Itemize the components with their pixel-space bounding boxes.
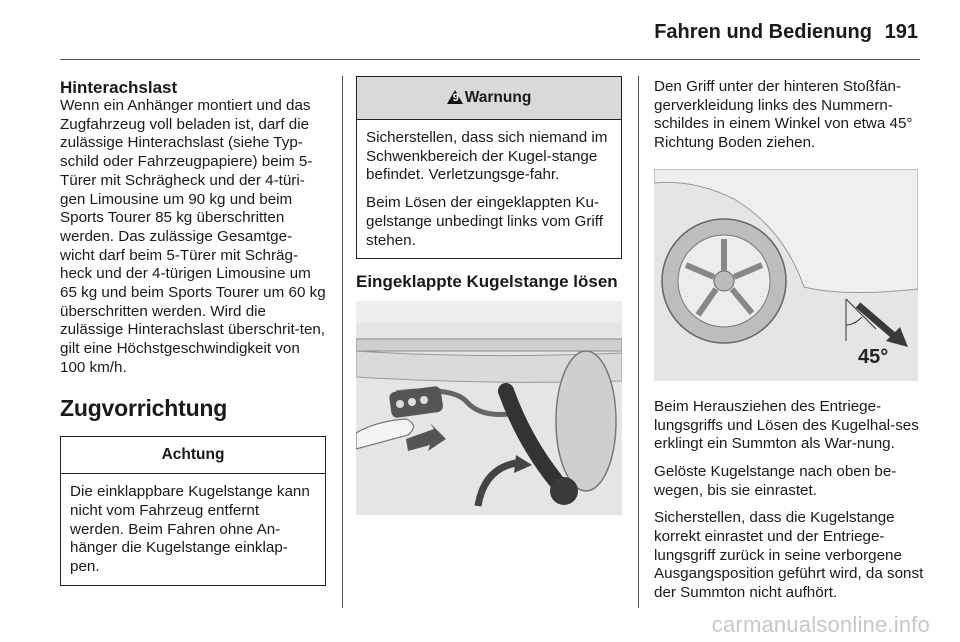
handle-angle-illustration: [654, 169, 918, 381]
warning-triangle-icon: 9: [447, 90, 463, 104]
column-divider-2: [638, 76, 639, 608]
paragraph-warning-tone: Beim Herausziehen des Entriege-lungsgriffs und Lösen des Kugelhal-ses erklingt ein Summton als War-nung.: [654, 397, 919, 453]
warning-text-2: Beim Lösen der eingeklappten Ku-gelstange unbedingt links vom Griff stehen.: [366, 194, 603, 249]
column-2: [356, 76, 622, 515]
column-divider-1: [342, 76, 343, 608]
notice-box: [60, 436, 326, 586]
watermark: carmanualsonline.info: [711, 612, 930, 637]
notice-title: Achtung: [61, 437, 325, 474]
heading-rear-axle-load: Hinterachslast: [60, 78, 178, 97]
warning-title: Warnung: [464, 89, 532, 106]
paragraph-move-up: Gelöste Kugelstange nach oben be-wegen, bis sie einrastet.: [654, 462, 897, 499]
column-1: [60, 78, 326, 586]
paragraph-pull-handle: Den Griff unter der hinteren Stoßfän-gerverkleidung links des Nummern-schildes in einem Winkel von etwa 45° Richtung Boden ziehen.: [654, 78, 913, 152]
page-header: [0, 12, 960, 52]
angle-label: 45°: [858, 345, 889, 368]
paragraph-rear-axle-load: Wenn ein Anhänger montiert und das Zugfahrzeug voll beladen ist, darf die zulässige Hinterachslast (siehe Typ-schild oder Fahrzeugpapiere) beim 5-Türer mit Schrägheck und der 4-türi-gen Limousine um 90 kg und beim Sports Tourer 85 kg überschritten werden. Das zulässige Gesamtge-wicht darf beim 5-Türer mit Schräg-heck und der 4-türigen Limousine um 65 kg und beim Sports Tourer um 60 kg überschritten werden. Wird die zulässige Hinterachslast überschrit-ten, gilt eine Höchstgeschwindigkeit von 100 km/h.: [60, 97, 326, 376]
figure-handle-angle: [654, 169, 918, 381]
warning-box: [356, 76, 622, 259]
page-number: 191: [884, 21, 918, 43]
warning-text-1: Sicherstellen, dass sich niemand im Schwenkbereich der Kugel-stange befindet. Verletzungsge-fahr.: [366, 129, 608, 184]
notice-text: Die einklappbare Kugelstange kann nicht vom Fahrzeug entfernt werden. Beim Fahren ohne An-hänger die Kugelstange einklap-pen.: [70, 483, 310, 576]
section-title: Fahren und Bedienung: [654, 21, 872, 43]
towbar-illustration: [356, 301, 622, 515]
figure-towbar-release: [356, 301, 622, 515]
heading-towing-device: Zugvorrichtung: [60, 394, 228, 421]
header-rule: [60, 59, 920, 60]
column-3: [654, 78, 924, 603]
heading-release-ball: Eingeklappte Kugelstange lösen: [356, 272, 618, 292]
paragraph-ensure-engaged: Sicherstellen, dass die Kugelstange korrekt einrastet und der Entriege-lungsgriff zurück in seine verborgene Ausgangsposition geführt wird, da sonst der Summton nicht aufhört.: [654, 509, 924, 602]
